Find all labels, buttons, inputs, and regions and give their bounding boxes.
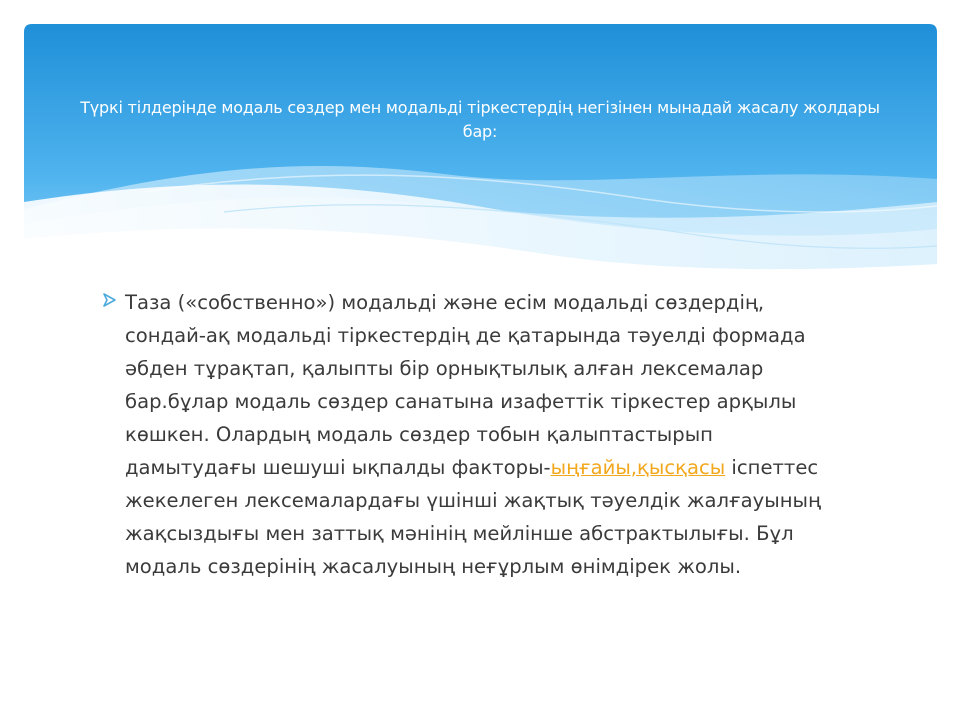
arrow-bullet-icon [102,292,118,308]
bullet-item [102,286,842,583]
bullet-text [125,286,842,583]
bullet-link[interactable]: ыңғайы,қысқасы [550,456,726,479]
slide-title: Түркі тілдерінде модаль сөздер мен модальді тіркестердің негізінен мынадай жасалу жолдары бар: [80,98,880,141]
content-area [102,286,842,583]
bullet-text-before: Таза («собственно») модальді және есім модальді сөздердің, сондай-ақ модальді тіркестердің де қатарында тәуелді формада әбден тұрақтап, қалыпты бір орнықтылық алған лексемалар бар.бұлар модаль сөздер санатына изафеттік тіркестер арқылы көшкен. Олардың модаль сөздер тобын қалыптастырып дамытудағы шешуші ықпалды факторы- [125,291,806,479]
header-banner [24,24,937,274]
bullet-text-after: іспеттес жекелеген лексемалардағы үшінші жақтық тәуелдік жалғауының жақсыздығы мен заттық мәнінің мейлінше абстрактылығы. Бұл модаль сөздерінің жасалуының неғұрлым өнімдірек жолы. [125,456,821,578]
wave-banner-graphic [24,24,937,274]
